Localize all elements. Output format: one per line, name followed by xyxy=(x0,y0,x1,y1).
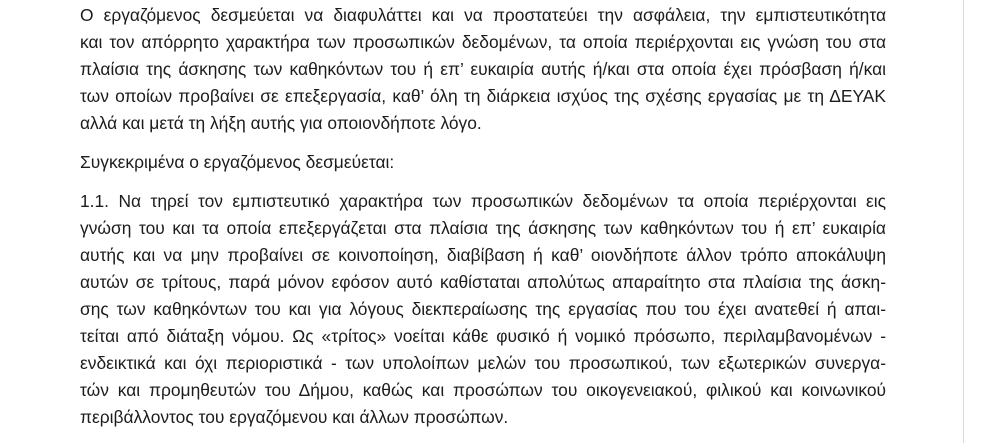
text-line: γνώση του και τα οποία επεξεργάζεται στα πλαίσια της άσκησης των καθηκόντων του ή επ’ ευκαιρία xyxy=(80,218,886,238)
text-line: Συγκεκριμένα ο εργαζόμενος δεσμεύεται: xyxy=(80,152,395,172)
text-line: αυτών σε τρίτους, παρά μόνον εφόσον αυτό καθίσταται απολύτως απαραίτητο στα πλαίσια της άσκη- xyxy=(80,272,886,292)
document-body xyxy=(80,2,886,431)
text-line: 1.1. Να τηρεί τον εμπιστευτικό χαρακτήρα των προσωπικών δεδομένων τα οποία περιέρχονται εις xyxy=(80,191,886,211)
paragraph-obligation-intro xyxy=(80,2,886,137)
text-line: περιβάλλοντος του εργαζόμενου και άλλων προσώπων. xyxy=(80,407,509,427)
text-line: τών και προμηθευτών του Δήμου, καθώς και προσώπων του οικογενειακού, φιλικού και κοινωνικού xyxy=(80,380,886,400)
text-line: και τον απόρρητο χαρακτήρα των προσωπικών δεδομένων, τα οποία περιέρχονται εις γνώση του στα xyxy=(80,32,886,52)
text-line: αυτής και να μην προβαίνει σε κοινοποίηση, διαβίβαση ή καθ’ οιονδήποτε άλλον τρόπο αποκάλυψη xyxy=(80,245,886,265)
text-line: Ο εργαζόμενος δεσμεύεται να διαφυλάττει και να προστατεύει την ασφάλεια, την εμπιστευτικότητα xyxy=(80,5,886,25)
text-line: σης των καθηκόντων του και για λόγους διεκπεραίωσης της εργασίας που του έχει ανατεθεί ή απαι- xyxy=(80,299,886,319)
text-line: ενδεικτικά και όχι περιοριστικά - των υπολοίπων μελών του προσωπικού, των εξωτερικών συνεργα- xyxy=(80,353,886,373)
text-line: των οποίων προβαίνει σε επεξεργασία, καθ’ όλη τη διάρκεια ισχύος της σχέσης εργασίας με τη ΔΕΥΑΚ xyxy=(80,86,886,106)
text-line: αλλά και μετά τη λήξη αυτής για οποιονδήποτε λόγο. xyxy=(80,113,482,133)
page-edge xyxy=(963,0,964,443)
paragraph-clause-1-1 xyxy=(80,188,886,431)
text-line: τείται από διάταξη νόμου. Ως «τρίτος» νοείται κάθε φυσικό ή νομικό πρόσωπο, περιλαμβανομένων - xyxy=(80,326,886,346)
text-line: πλαίσια της άσκησης των καθηκόντων του ή επ’ ευκαιρία αυτής ή/και στα οποία έχει πρόσβαση ή/και xyxy=(80,59,886,79)
paragraph-specifically xyxy=(80,149,886,176)
